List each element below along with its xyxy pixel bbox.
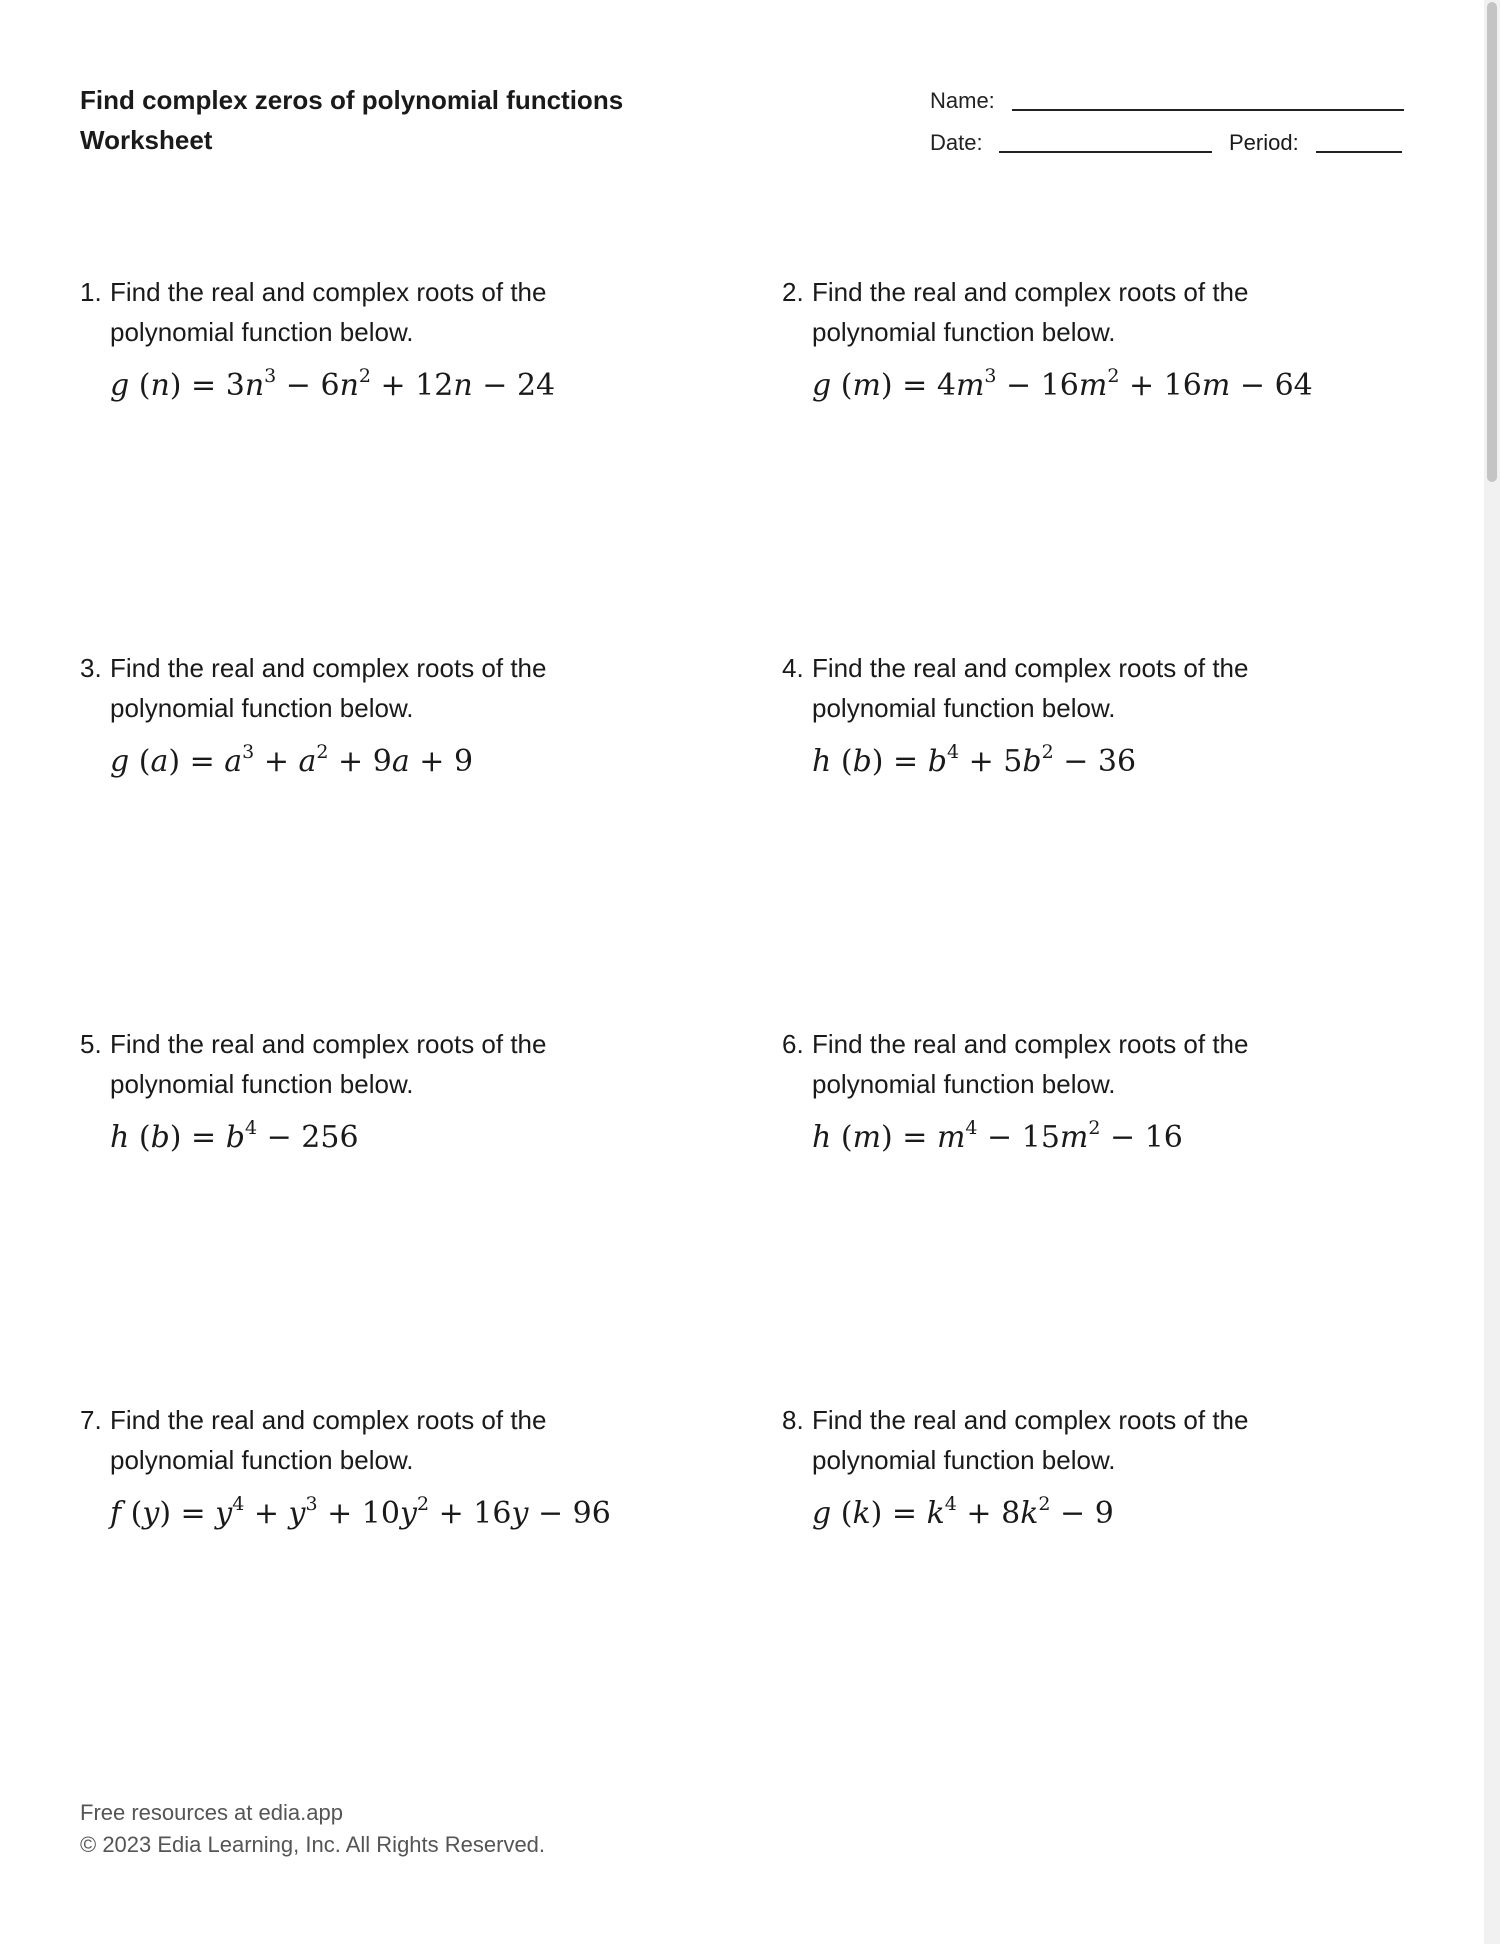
equation: f $(y) = y^4 + y^3 + 10y^2 + 16y - 96$: [110, 1493, 611, 1531]
equation: h $(m) = m^4 - 15m^2 - 16$: [812, 1117, 1183, 1155]
prompt-line-1: Find the real and complex roots of the: [110, 653, 547, 683]
problem-number: 4.: [782, 653, 804, 683]
problem-prompt: [812, 648, 1342, 728]
equation: g $(m) = 4m^3 - 16m^2 + 16m - 64$: [812, 365, 1313, 403]
variable: k: [852, 1496, 871, 1531]
problem-6: [782, 1024, 1342, 1158]
name-label: Name:: [930, 88, 995, 113]
operator: −: [1110, 1120, 1136, 1155]
footer: [80, 1797, 545, 1861]
problem-number: 5.: [80, 1029, 102, 1059]
date-field-line[interactable]: [999, 151, 1212, 153]
variable: a: [391, 744, 410, 779]
period-field-line[interactable]: [1316, 151, 1402, 153]
problem-number: 6.: [782, 1029, 804, 1059]
prompt-line-2: polynomial function below.: [110, 693, 414, 723]
variable: b: [927, 744, 947, 779]
problem-4: [782, 648, 1342, 782]
problem-prompt: [110, 1024, 640, 1104]
exponent: 2: [358, 365, 371, 387]
equation: g $(a) = a^3 + a^2 + 9a + 9$: [110, 741, 474, 779]
exponent: 4: [946, 741, 960, 763]
coefficient: 3: [225, 368, 245, 403]
coefficient: 12: [415, 368, 454, 403]
function-name: f: [110, 1496, 122, 1531]
operator: −: [1006, 368, 1032, 403]
prompt-line-2: polynomial function below.: [110, 1069, 414, 1099]
problem-5: [80, 1024, 640, 1158]
prompt-line-2: polynomial function below.: [812, 693, 1116, 723]
equation: h $(b) = b^4 - 256$: [110, 1117, 359, 1155]
operator: −: [1239, 368, 1266, 403]
variable: b: [150, 1120, 170, 1155]
exponent: 4: [965, 1117, 978, 1139]
prompt-line-2: polynomial function below.: [110, 1445, 414, 1475]
variable: b: [852, 744, 872, 779]
problem-prompt: [812, 1024, 1342, 1104]
variable: y: [399, 1496, 417, 1531]
operator: +: [419, 744, 445, 779]
constant: 9: [453, 744, 474, 779]
prompt-line-2: polynomial function below.: [110, 317, 414, 347]
problem-prompt: [812, 272, 1342, 352]
prompt-line-1: Find the real and complex roots of the: [812, 277, 1249, 307]
variable: m: [955, 368, 985, 403]
operator: −: [1060, 1496, 1086, 1531]
coefficient: 16: [1040, 368, 1079, 403]
constant: 36: [1097, 744, 1137, 779]
variable: m: [936, 1120, 966, 1155]
exponent: 3: [305, 1493, 318, 1515]
variable: k: [1020, 1496, 1039, 1531]
problem-number: 2.: [782, 277, 804, 307]
exponent: 2: [1041, 741, 1054, 763]
operator: −: [537, 1496, 564, 1531]
variable: a: [224, 744, 243, 779]
problem-number: 3.: [80, 653, 102, 683]
function-name: g: [812, 368, 832, 403]
operator: +: [327, 1496, 353, 1531]
operator: +: [338, 744, 364, 779]
variable: m: [1078, 368, 1108, 403]
problem-7: [80, 1400, 640, 1534]
problem-number: 7.: [80, 1405, 102, 1435]
variable: m: [1201, 368, 1231, 403]
coefficient: 16: [1163, 368, 1202, 403]
variable: a: [150, 744, 169, 779]
exponent: 2: [416, 1493, 430, 1515]
constant: 24: [516, 368, 556, 403]
problem-prompt: [110, 648, 640, 728]
constant: 9: [1094, 1496, 1114, 1531]
equation: g $(k) = k^4 + 8k^2 - 9$: [812, 1493, 1114, 1531]
operator: +: [966, 1496, 992, 1531]
operator: −: [1063, 744, 1089, 779]
worksheet-title: [80, 80, 623, 160]
variable: n: [150, 368, 170, 403]
variable: m: [852, 368, 881, 403]
title-line-1: Find complex zeros of polynomial functions: [80, 85, 624, 115]
coefficient: 4: [936, 368, 956, 403]
exponent: 4: [244, 1117, 258, 1139]
coefficient: 16: [473, 1496, 512, 1531]
prompt-line-1: Find the real and complex roots of the: [110, 1405, 547, 1435]
operator: −: [482, 368, 508, 403]
coefficient: 5: [1003, 744, 1023, 779]
problem-prompt: [110, 272, 640, 352]
operator: +: [968, 744, 994, 779]
prompt-line-1: Find the real and complex roots of the: [812, 1029, 1249, 1059]
constant: 256: [301, 1120, 359, 1155]
prompt-line-1: Find the real and complex roots of the: [812, 653, 1249, 683]
equation: g $(n) = 3n^3 - 6n^2 + 12n - 24$: [110, 365, 556, 403]
function-name: g: [812, 1496, 832, 1531]
exponent: 2: [1038, 1493, 1051, 1515]
variable: y: [215, 1496, 233, 1531]
operator: +: [380, 368, 406, 403]
function-name: h: [110, 1120, 130, 1155]
coefficient: 9: [372, 744, 392, 779]
variable: y: [511, 1496, 529, 1531]
title-line-2: Worksheet: [80, 125, 213, 155]
footer-copyright: © 2023 Edia Learning, Inc. All Rights Reserved.: [80, 1832, 546, 1857]
prompt-line-1: Find the real and complex roots of the: [110, 277, 547, 307]
exponent: 2: [316, 741, 329, 763]
constant: 64: [1274, 368, 1313, 403]
variable: y: [142, 1496, 160, 1531]
constant: 16: [1144, 1120, 1183, 1155]
variable: n: [244, 368, 265, 403]
prompt-line-1: Find the real and complex roots of the: [812, 1405, 1249, 1435]
problem-2: [782, 272, 1342, 406]
exponent: 3: [264, 365, 277, 387]
period-label: Period:: [1229, 130, 1299, 155]
variable: n: [453, 368, 473, 403]
coefficient: 15: [1021, 1120, 1060, 1155]
prompt-line-1: Find the real and complex roots of the: [110, 1029, 547, 1059]
constant: 96: [572, 1496, 611, 1531]
variable: y: [288, 1496, 306, 1531]
variable: b: [1022, 744, 1042, 779]
exponent: 3: [242, 741, 255, 763]
variable: a: [298, 744, 317, 779]
coefficient: 6: [320, 368, 340, 403]
problem-prompt: [812, 1400, 1342, 1480]
operator: −: [285, 368, 311, 403]
problem-number: 1.: [80, 277, 102, 307]
problem-prompt: [110, 1400, 640, 1480]
function-name: h: [812, 744, 832, 779]
exponent: 3: [984, 365, 997, 387]
problem-3: [80, 648, 640, 782]
date-label: Date:: [930, 130, 983, 155]
operator: +: [1129, 368, 1155, 403]
variable: m: [852, 1120, 882, 1155]
problem-8: [782, 1400, 1342, 1534]
function-name: h: [812, 1120, 832, 1155]
prompt-line-2: polynomial function below.: [812, 1069, 1116, 1099]
variable: b: [225, 1120, 245, 1155]
prompt-line-2: polynomial function below.: [812, 1445, 1116, 1475]
variable: m: [1059, 1120, 1089, 1155]
name-field-line[interactable]: [1012, 109, 1404, 111]
prompt-line-2: polynomial function below.: [812, 317, 1116, 347]
variable: k: [926, 1496, 945, 1531]
function-name: g: [110, 744, 130, 779]
problem-number: 8.: [782, 1405, 804, 1435]
equation: h $(b) = b^4 + 5b^2 - 36$: [812, 741, 1137, 779]
variable: n: [339, 368, 359, 403]
operator: +: [438, 1496, 464, 1531]
exponent: 2: [1088, 1117, 1101, 1139]
function-name: g: [110, 368, 130, 403]
operator: +: [263, 744, 289, 779]
scrollbar-thumb[interactable]: [1487, 2, 1497, 482]
problem-1: [80, 272, 640, 406]
vertical-scrollbar[interactable]: [1484, 0, 1500, 1944]
exponent: 4: [944, 1493, 957, 1515]
coefficient: 10: [361, 1496, 400, 1531]
exponent: 2: [1107, 365, 1120, 387]
footer-resources-link[interactable]: Free resources at edia.app: [80, 1800, 343, 1825]
exponent: 4: [232, 1493, 245, 1515]
operator: −: [266, 1120, 292, 1155]
operator: +: [253, 1496, 279, 1531]
operator: −: [987, 1120, 1013, 1155]
coefficient: 8: [1001, 1496, 1021, 1531]
